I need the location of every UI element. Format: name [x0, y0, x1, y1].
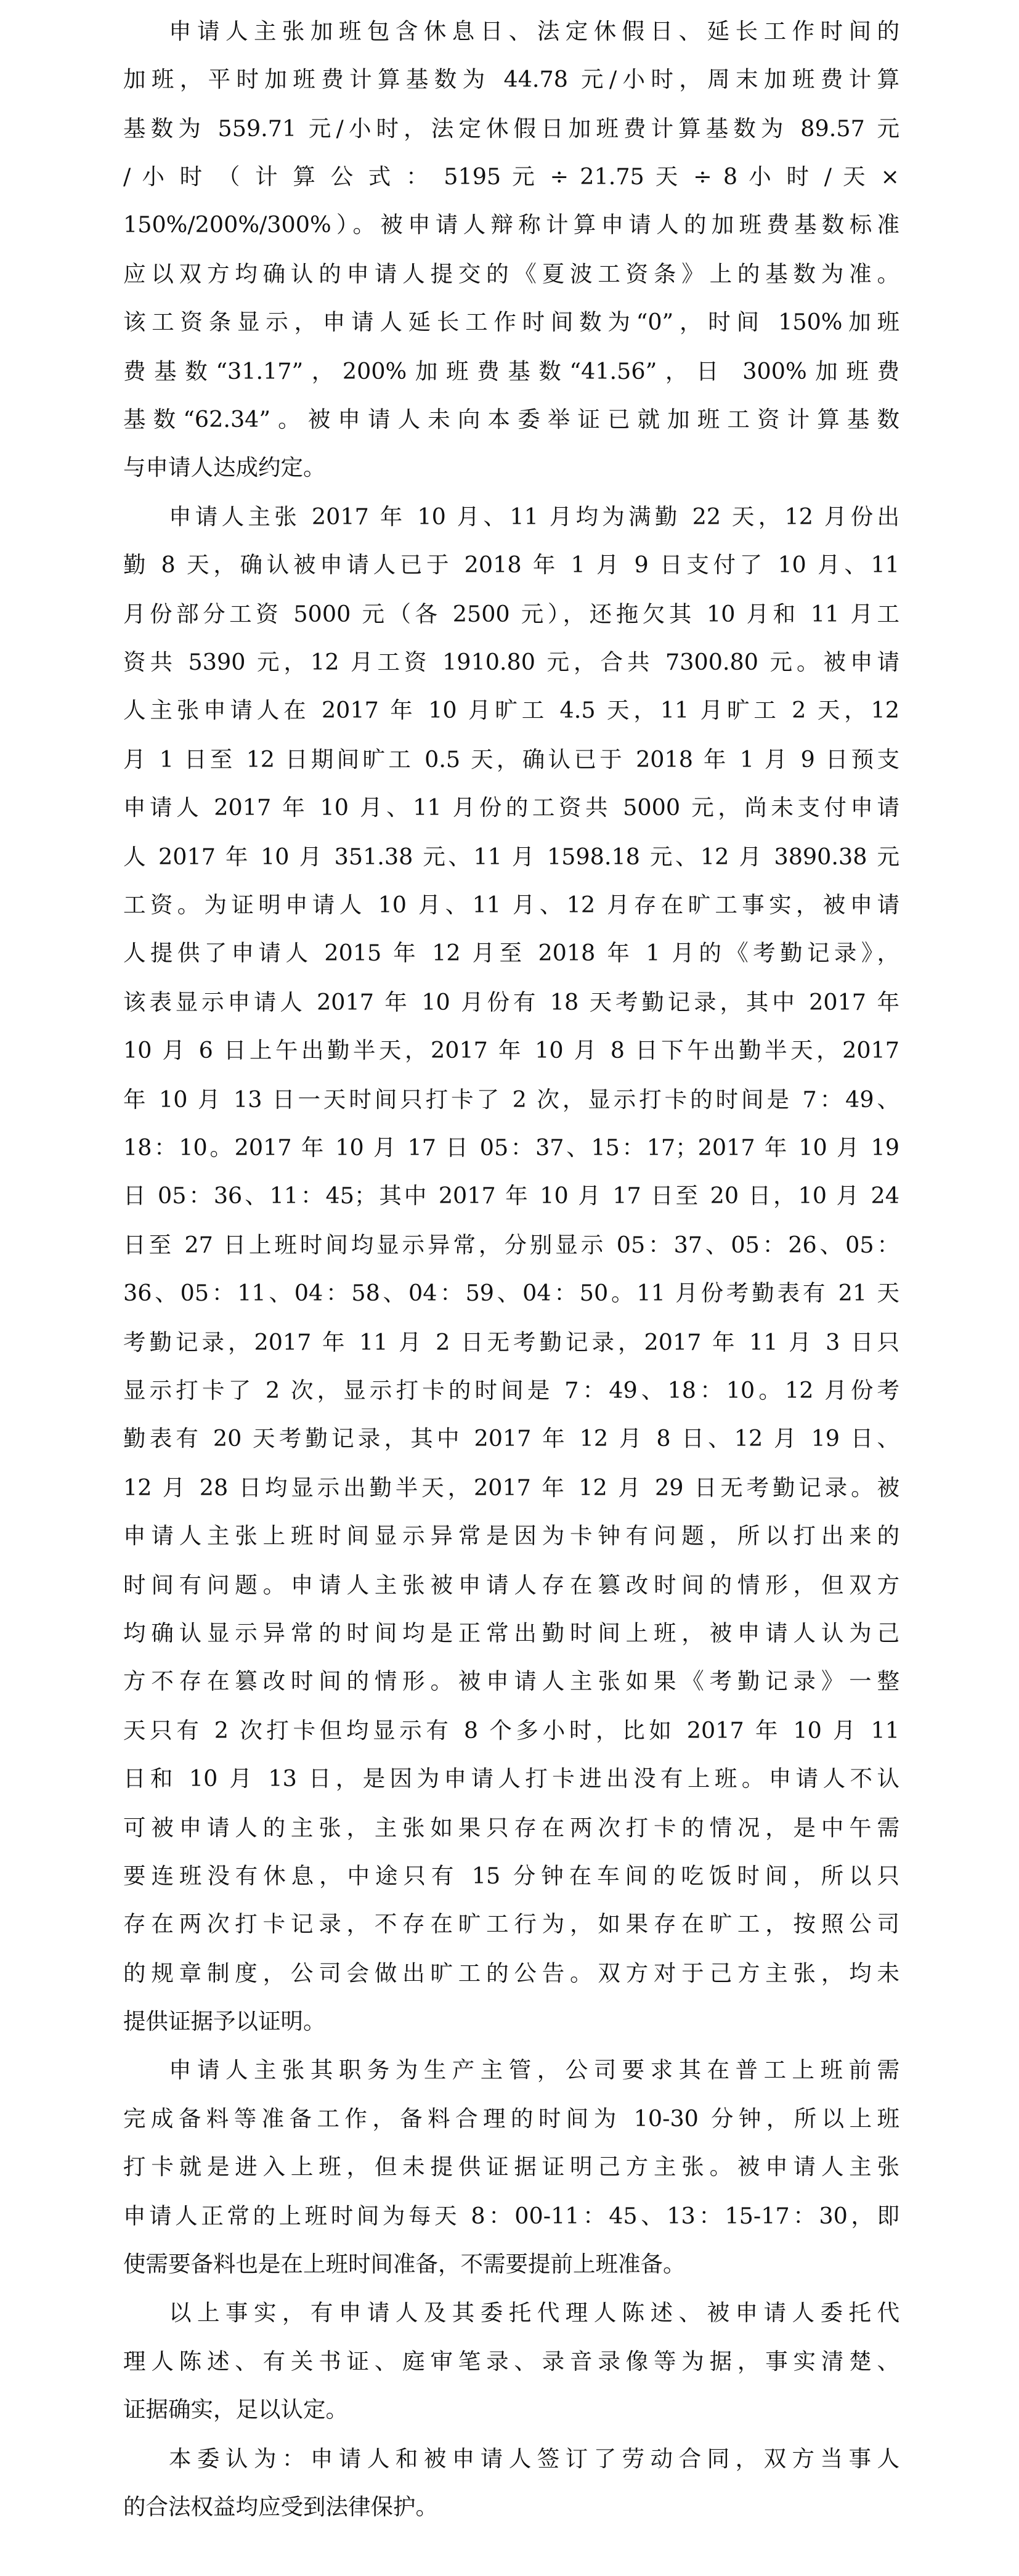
- text-line: 与申请人达成约定。: [123, 454, 326, 481]
- text-line: 日 05：36、11：45；其中 2017 年 10 月 17 日至 20 日，10 月 24: [123, 1182, 899, 1209]
- text-line: 可被申请人的主张，主张如果只存在两次打卡的情况，是中午需: [123, 1814, 899, 1841]
- text-line: 150%/200%/300%）。被申请人辩称计算申请人的加班费基数标准: [123, 211, 899, 238]
- text-line: 10 月 6 日上午出勤半天，2017 年 10 月 8 日下午出勤半天，2017: [123, 1037, 899, 1063]
- text-line: 的规章制度，公司会做出旷工的公告。双方对于己方主张，均未: [123, 1960, 899, 1986]
- text-line: 申请人主张上班时间显示异常是因为卡钟有问题，所以打出来的: [123, 1522, 899, 1549]
- text-line: 申请人 2017 年 10 月、11 月份的工资共 5000 元，尚未支付申请: [123, 794, 899, 821]
- text-line: 月 1 日至 12 日期间旷工 0.5 天，确认已于 2018 年 1 月 9 日预支: [123, 746, 899, 773]
- text-line: 36、05：11、04：58、04：59、04：50。11 月份考勤表有 21 天: [123, 1280, 899, 1306]
- text-line: 要连班没有休息，中途只有 15 分钟在车间的吃饭时间，所以只: [123, 1863, 899, 1889]
- text-line: 显示打卡了 2 次，显示打卡的时间是 7：49、18：10。12 月份考: [123, 1377, 899, 1404]
- text-line: 申请人主张其职务为生产主管，公司要求其在普工上班前需: [169, 2057, 899, 2083]
- text-line: 的合法权益均应受到法律保护。: [123, 2493, 438, 2520]
- text-line: 基数“62.34”。被申请人未向本委举证已就加班工资计算基数: [123, 406, 899, 433]
- text-line: 考勤记录，2017 年 11 月 2 日无考勤记录，2017 年 11 月 3 日只: [123, 1329, 899, 1355]
- text-line: 资共 5390 元，12 月工资 1910.80 元，合共 7300.80 元。被申请: [123, 649, 899, 675]
- text-line: 提供证据予以证明。: [123, 2008, 326, 2034]
- text-line: 勤 8 天，确认被申请人已于 2018 年 1 月 9 日支付了 10 月、11: [123, 551, 899, 578]
- text-line: 18：10。2017 年 10 月 17 日 05：37、15：17；2017 年 10 月 19: [123, 1134, 899, 1161]
- text-line: 人主张申请人在 2017 年 10 月旷工 4.5 天，11 月旷工 2 天，12: [123, 697, 899, 723]
- text-line: 该工资条显示，申请人延长工作时间数为“0”，时间 150%加班: [123, 309, 899, 335]
- text-line: 勤表有 20 天考勤记录，其中 2017 年 12 月 8 日、12 月 19 日、: [123, 1425, 899, 1452]
- text-line: 加班，平时加班费计算基数为 44.78 元/小时，周末加班费计算: [123, 66, 899, 92]
- text-line: 应以双方均确认的申请人提交的《夏波工资条》上的基数为准。: [123, 261, 899, 287]
- text-line: 以上事实，有申请人及其委托代理人陈述、被申请人委托代: [169, 2299, 899, 2326]
- text-line: 人 2017 年 10 月 351.38 元、11 月 1598.18 元、12 月 3890.38 元: [123, 843, 899, 870]
- text-line: 申请人主张 2017 年 10 月、11 月均为满勤 22 天，12 月份出: [169, 503, 899, 530]
- text-line: 完成备料等准备工作，备料合理的时间为 10-30 分钟，所以上班: [123, 2105, 899, 2132]
- text-line: 使需要备料也是在上班时间准备，不需要提前上班准备。: [123, 2251, 686, 2277]
- text-line: 理人陈述、有关书证、庭审笔录、录音录像等为据，事实清楚、: [123, 2348, 899, 2375]
- text-line: 基数为 559.71 元/小时，法定休假日加班费计算基数为 89.57 元: [123, 115, 899, 142]
- text-line: 时间有问题。申请人主张被申请人存在篡改时间的情形，但双方: [123, 1572, 899, 1598]
- text-line: 天只有 2 次打卡但均显示有 8 个多小时，比如 2017 年 10 月 11: [123, 1717, 899, 1744]
- text-line: 12 月 28 日均显示出勤半天，2017 年 12 月 29 日无考勤记录。被: [123, 1474, 899, 1501]
- text-line: 日至 27 日上班时间均显示异常，分别显示 05：37、05：26、05：: [123, 1232, 899, 1258]
- text-line: 申请人主张加班包含休息日、法定休假日、延长工作时间的: [169, 18, 899, 44]
- text-line: 月份部分工资 5000 元（各 2500 元），还拖欠其 10 月和 11 月工: [123, 601, 899, 627]
- text-line: 均确认显示异常的时间均是正常出勤时间上班，被申请人认为己: [123, 1620, 899, 1646]
- text-line: 证据确实，足以认定。: [123, 2396, 348, 2423]
- text-line: 打卡就是进入上班，但未提供证据证明己方主张。被申请人主张: [123, 2153, 899, 2180]
- text-line: 申请人正常的上班时间为每天 8：00-11：45、13：15-17：30，即: [123, 2203, 899, 2229]
- text-line: 工资。为证明申请人 10 月、11 月、12 月存在旷工事实，被申请: [123, 892, 899, 918]
- text-line: 日和 10 月 13 日，是因为申请人打卡进出没有上班。申请人不认: [123, 1765, 899, 1792]
- text-line: / 小 时 （ 计 算 公 式 ： 5195 元 ÷ 21.75 天 ÷ 8 小 时 / 天 ×: [123, 163, 899, 190]
- text-line: 存在两次打卡记录，不存在旷工行为，如果存在旷工，按照公司: [123, 1911, 899, 1937]
- text-line: 该表显示申请人 2017 年 10 月份有 18 天考勤记录，其中 2017 年: [123, 989, 899, 1015]
- text-line: 年 10 月 13 日一天时间只打卡了 2 次，显示打卡的时间是 7：49、: [123, 1086, 899, 1113]
- text-line: 本委认为：申请人和被申请人签订了劳动合同，双方当事人: [169, 2445, 899, 2472]
- text-line: 方不存在篡改时间的情形。被申请人主张如果《考勤记录》一整: [123, 1668, 899, 1694]
- text-line: 费基数“31.17”，200%加班费基数“41.56”，日 300%加班费: [123, 358, 899, 384]
- text-line: 人提供了申请人 2015 年 12 月至 2018 年 1 月的《考勤记录》，: [123, 940, 899, 966]
